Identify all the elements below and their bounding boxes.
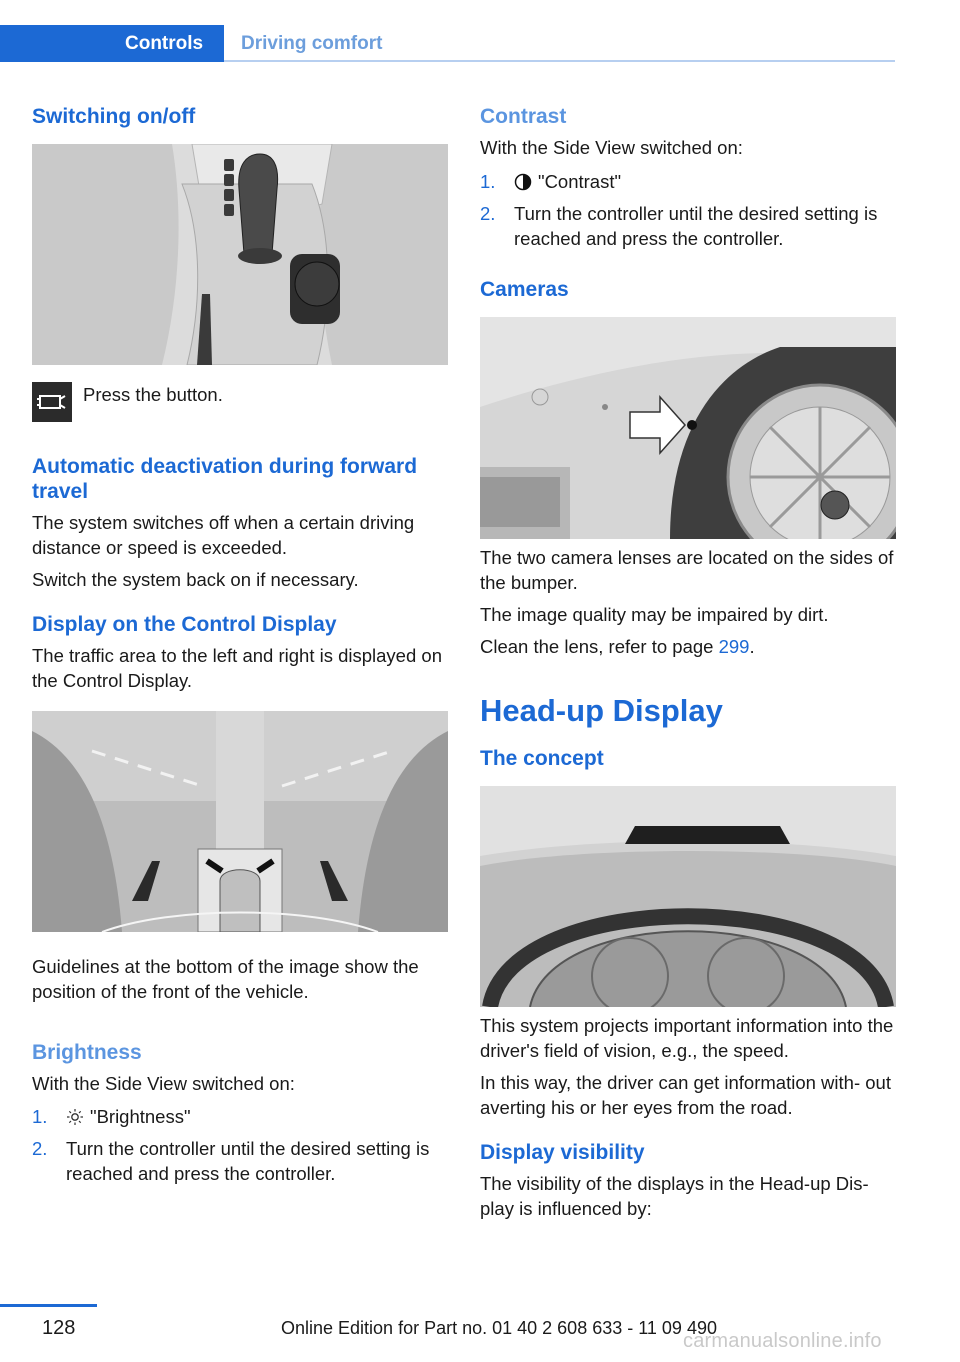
edition-info: Online Edition for Part no. 01 40 2 608 633 - 11 09 490 <box>281 1318 717 1338</box>
cameras-text-3: Clean the lens, refer to page 299. <box>480 636 755 657</box>
cameras-text-1: The two camera lenses are located on the sides of the bumper. <box>480 547 894 593</box>
footer-divider <box>0 1304 97 1307</box>
switching-heading: Switching on/off <box>32 105 196 128</box>
brightness-intro: With the Side View switched on: <box>32 1073 295 1094</box>
control-display-heading: Display on the Control Display <box>32 613 337 636</box>
display-visibility-heading: Display visibility <box>480 1141 645 1164</box>
brightness-step-1: 1. "Brightness" <box>32 1106 191 1127</box>
side-view-display-illustration <box>32 711 448 932</box>
cameras-heading: Cameras <box>480 278 569 301</box>
cameras-text-2: The image quality may be impaired by dirt. <box>480 604 829 625</box>
contrast-step-1: 1. "Contrast" <box>480 171 622 192</box>
brightness-heading: Brightness <box>32 1041 142 1064</box>
left-column <box>32 100 448 1186</box>
contrast-icon <box>514 173 532 191</box>
concept-text-1: This system projects important information into the driver's field of vision, e.g., the speed. <box>480 1015 894 1061</box>
head-up-display-heading: Head-up Display <box>480 693 723 728</box>
brightness-step-2: 2. Turn the controller until the desired setting is reached and press the controller. <box>32 1138 430 1184</box>
center-console-figure <box>32 144 448 365</box>
contrast-heading: Contrast <box>480 105 567 128</box>
page-header <box>0 0 960 64</box>
side-view-display-figure <box>32 711 448 932</box>
header-divider <box>224 60 895 62</box>
center-console-illustration <box>32 144 448 365</box>
auto-deactivation-text-1: The system switches off when a certain driving distance or speed is exceeded. <box>32 512 415 558</box>
head-up-display-figure <box>480 786 896 1007</box>
contrast-intro: With the Side View switched on: <box>480 137 743 158</box>
brightness-steps <box>32 1104 448 1186</box>
page-link-299[interactable]: 299 <box>718 636 750 657</box>
auto-deactivation-text-2: Switch the system back on if necessary. <box>32 569 359 590</box>
control-display-text: The traffic area to the left and right is displayed on the Control Display. <box>32 645 442 691</box>
sun-icon <box>66 1108 84 1126</box>
head-up-display-illustration <box>480 786 896 1007</box>
display-visibility-text: The visibility of the displays in the Head-up Dis- play is influenced by: <box>480 1173 869 1219</box>
auto-deactivation-heading: Automatic deactivation during forward travel <box>32 455 418 503</box>
right-column <box>480 100 896 1221</box>
concept-heading: The concept <box>480 747 604 770</box>
watermark: carmanualsonline.info <box>683 1330 882 1352</box>
page-number: 128 <box>42 1317 76 1339</box>
contrast-step-2: 2. Turn the controller until the desired setting is reached and press the controller. <box>480 203 878 249</box>
guidelines-text: Guidelines at the bottom of the image show the position of the front of the vehicle. <box>32 956 419 1002</box>
side-view-button-icon[interactable] <box>32 382 72 422</box>
camera-location-figure <box>480 317 896 539</box>
contrast-steps <box>480 169 896 251</box>
tab-driving-comfort[interactable]: Driving comfort <box>241 33 383 54</box>
press-button-text: Press the button. <box>83 384 223 405</box>
concept-text-2: In this way, the driver can get information with- out averting his or her eyes from the road. <box>480 1072 891 1118</box>
camera-location-illustration <box>480 317 896 539</box>
tab-controls[interactable]: Controls <box>0 25 224 62</box>
press-button-row <box>32 382 448 424</box>
